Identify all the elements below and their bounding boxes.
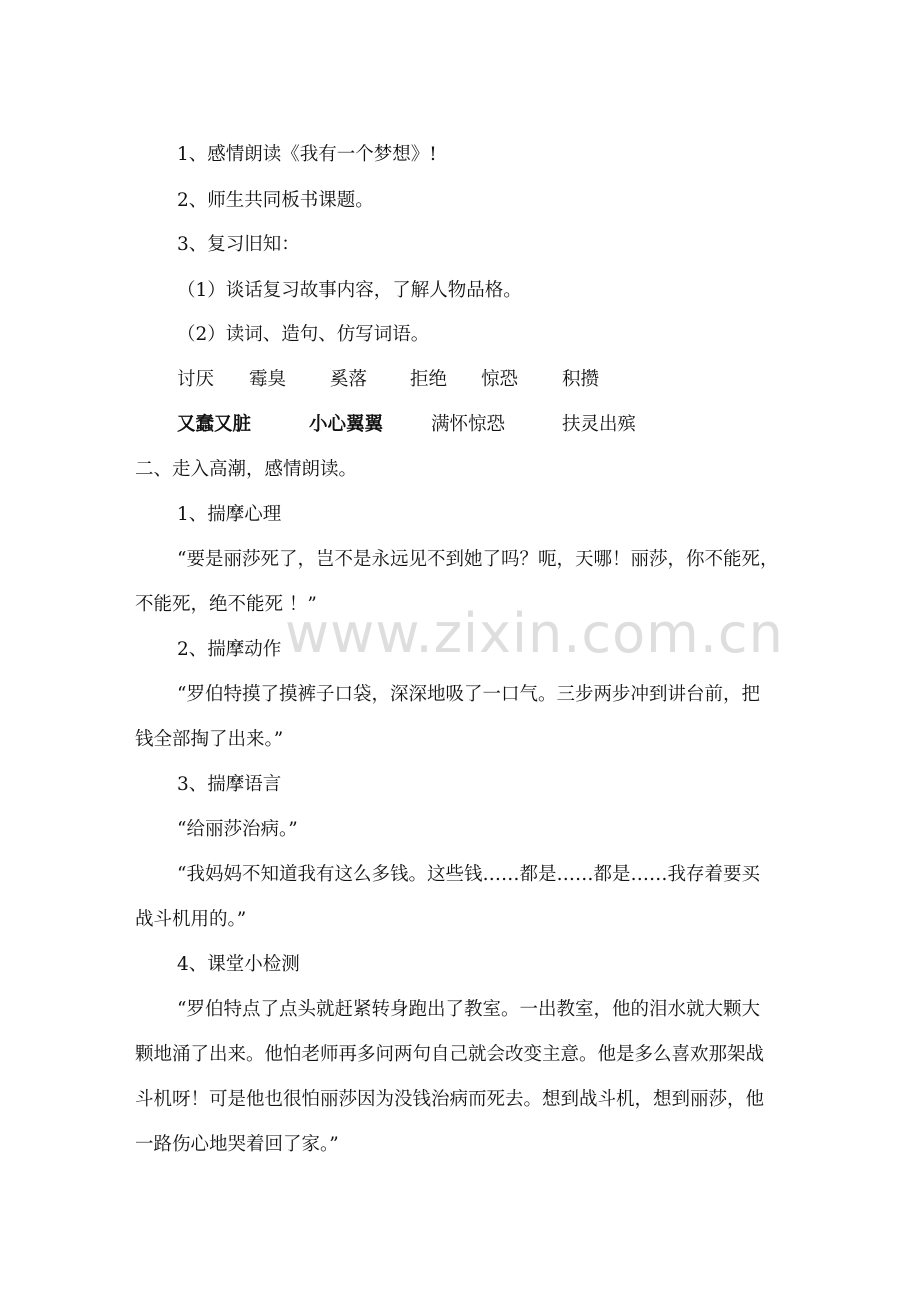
item-3-review: 3、复习旧知： [177, 234, 300, 255]
vocab-word: 惊恐 [481, 369, 519, 390]
vocab-word: 积攒 [562, 369, 600, 390]
item-3-1-talk-review: （1）谈话复习故事内容，了解人物品格。 [177, 280, 522, 301]
vocab-word: 奚落 [330, 369, 368, 390]
sub-2-heading: 2、揣摩动作 [177, 639, 282, 660]
quote-5-line-1: “罗伯特点了点头就赶紧转身跑出了教室。一出教室，他的泪水就大颗大 [177, 999, 760, 1020]
vocab-word: 讨厌 [177, 369, 215, 390]
quote-1-line-1: “要是丽莎死了，岂不是永远见不到她了吗？呃，天哪！丽莎，你不能死， [177, 549, 779, 570]
item-2-board-title: 2、师生共同板书课题。 [177, 190, 374, 211]
quote-4-line-1: “我妈妈不知道我有这么多钱。这些钱……都是……都是……我存着要买 [177, 864, 760, 885]
quote-1-line-2: 不能死，绝不能死 ！” [135, 594, 317, 615]
vocab-word: 拒绝 [410, 369, 448, 390]
quote-5-line-4: 一路伤心地哭着回了家。” [135, 1134, 339, 1155]
quote-5-line-3: 斗机呀！可是他也很怕丽莎因为没钱治病而死去。想到战斗机，想到丽莎，他 [135, 1089, 765, 1110]
sub-1-heading: 1、揣摩心理 [177, 504, 282, 525]
vocab-word-bold: 小心翼翼 [309, 414, 384, 435]
watermark: www.zixin.com.cn [285, 602, 784, 665]
item-1-read-dream: 1、感情朗读《我有一个梦想》! [177, 144, 437, 165]
vocab-word: 霉臭 [249, 369, 287, 390]
section-2-heading: 二、走入高潮，感情朗读。 [135, 459, 358, 480]
item-3-2-read-words: （2）读词、造句、仿写词语。 [177, 324, 430, 345]
vocab-word-bold: 又蠢又脏 [177, 414, 252, 435]
vocab-word: 满怀惊恐 [431, 414, 506, 435]
sub-4-heading: 4、课堂小检测 [177, 954, 300, 975]
quote-2-line-1: “罗伯特摸了摸裤子口袋，深深地吸了一口气。三步两步冲到讲台前，把 [177, 684, 760, 705]
quote-5-line-2: 颗地涌了出来。他怕老师再多问两句自己就会改变主意。他是多么喜欢那架战 [135, 1044, 765, 1065]
quote-3: “给丽莎治病。” [177, 819, 298, 840]
sub-3-heading: 3、揣摩语言 [177, 774, 282, 795]
quote-4-line-2: 战斗机用的。” [135, 909, 247, 930]
vocab-word: 扶灵出殡 [562, 414, 637, 435]
quote-2-line-2: 钱全部掏了出来。” [135, 729, 284, 750]
